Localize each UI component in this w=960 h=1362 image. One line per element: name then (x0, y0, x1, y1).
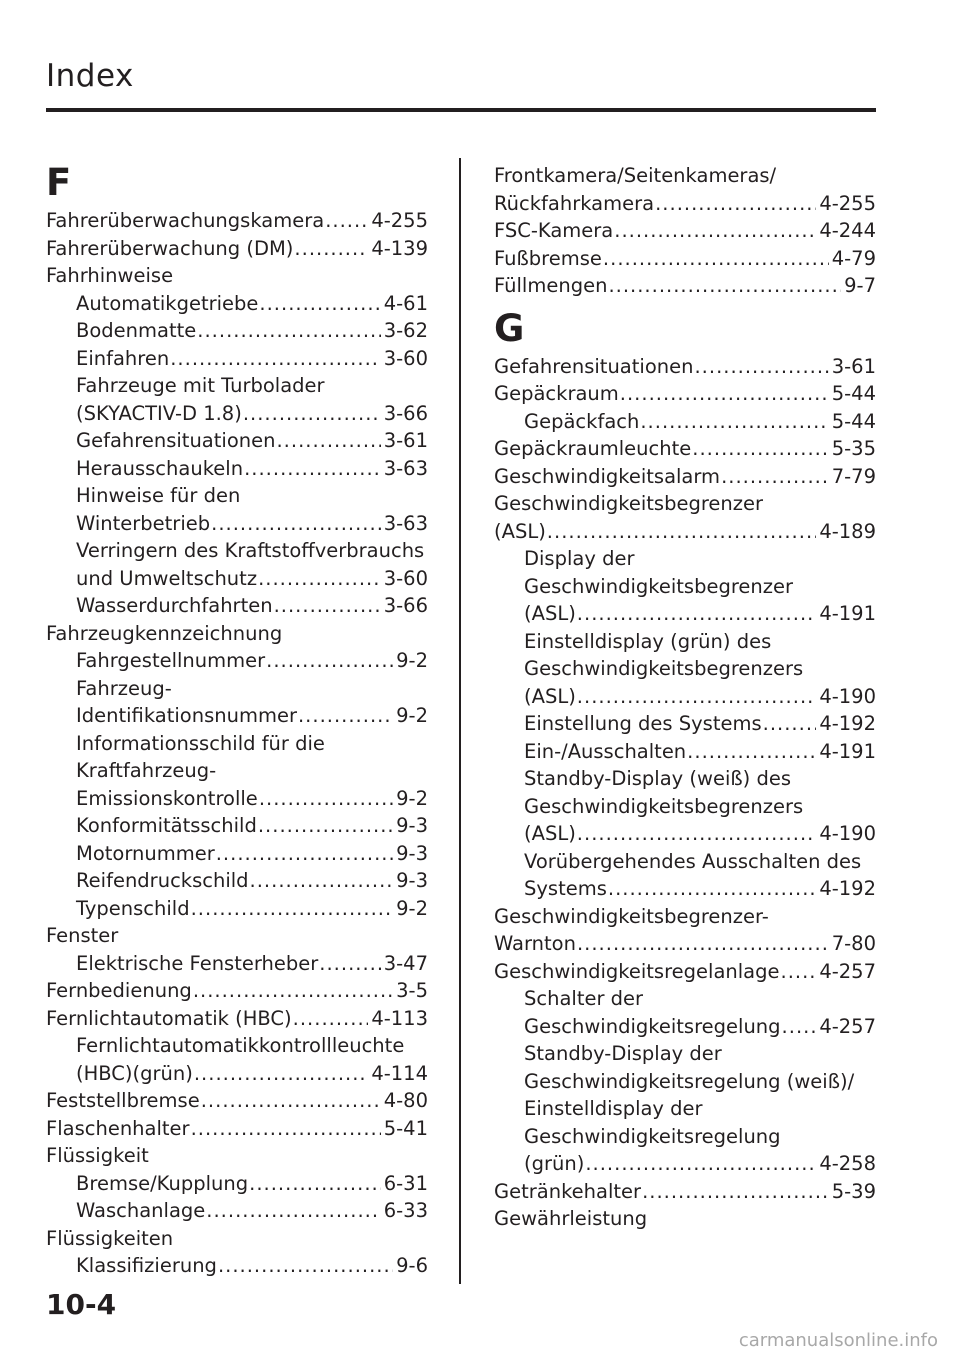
index-entry (494, 190, 876, 218)
index-subentry (494, 628, 876, 656)
entry-page-ref[interactable]: 3-63 (383, 511, 428, 535)
entry-term: und Umweltschutz (76, 566, 258, 590)
section-letter: F (46, 161, 72, 204)
dot-leader (763, 710, 817, 738)
index-subentry (46, 785, 428, 813)
watermark: carmanualsonline.info (738, 1330, 938, 1351)
index-entry (494, 490, 876, 518)
entry-term: Schalter der (524, 987, 644, 1010)
entry-term: Flüssigkeiten (46, 1226, 174, 1250)
entry-page-ref[interactable]: 4-113 (371, 1006, 428, 1030)
entry-term: Fahrzeug- (76, 676, 172, 700)
entry-page-ref[interactable]: 3-63 (383, 456, 428, 480)
entry-term: Feststellbremse (46, 1089, 200, 1112)
index-entry (494, 245, 876, 273)
entry-term: Einfahren (76, 346, 170, 370)
index-subentry (46, 482, 428, 510)
entry-page-ref[interactable]: 9-7 (844, 274, 876, 297)
entry-term: Gepäckfach (524, 409, 640, 433)
page-title: Index (46, 58, 134, 94)
index-subentry (46, 702, 428, 730)
entry-page-ref[interactable]: 4-190 (819, 822, 876, 845)
index-subentry (494, 875, 876, 903)
entry-term: Reifendruckschild (76, 869, 249, 892)
index-entry (46, 1225, 428, 1253)
entry-term: (ASL) (524, 822, 576, 845)
entry-page-ref[interactable]: 4-255 (819, 191, 876, 215)
dot-leader (206, 1197, 380, 1225)
entry-page-ref[interactable]: 3-5 (396, 979, 428, 1002)
entry-page-ref[interactable]: 7-79 (831, 464, 876, 488)
entry-term: Konformitätsschild (76, 814, 257, 837)
index-subentry (494, 545, 876, 573)
index-entry (494, 958, 876, 986)
entry-term: Standby-Display der (524, 1042, 722, 1065)
column-divider (459, 158, 461, 1284)
index-entry (46, 1005, 428, 1033)
dot-leader (170, 345, 381, 373)
entry-term: Geschwindigkeitsbegrenzer (524, 574, 794, 598)
entry-term: Einstelldisplay (grün) des (524, 629, 772, 653)
entry-page-ref[interactable]: 9-2 (396, 704, 428, 727)
entry-term: Vorübergehendes Ausschalten des (524, 849, 862, 873)
index-subentry (46, 1197, 428, 1225)
dot-leader (782, 1013, 817, 1041)
index-subentry (494, 820, 876, 848)
index-subentry (494, 600, 876, 628)
entry-term: Geschwindigkeitsalarm (494, 464, 721, 488)
index-subentry (494, 710, 876, 738)
entry-page-ref[interactable]: 4-189 (819, 519, 876, 543)
dot-leader (191, 1115, 381, 1143)
entry-term: Fahrzeuge mit Turbolader (76, 374, 325, 397)
index-subentry (494, 1123, 876, 1151)
index-entry (46, 922, 428, 950)
index-entry (46, 262, 428, 290)
dot-leader (249, 1170, 381, 1198)
entry-term: Waschanlage (76, 1199, 206, 1222)
dot-leader (244, 455, 381, 483)
dot-leader (325, 207, 368, 235)
entry-page-ref[interactable]: 3-61 (383, 429, 428, 452)
index-entry (494, 903, 876, 931)
entry-term: Informationsschild für die (76, 731, 325, 755)
entry-page-ref[interactable]: 4-257 (819, 959, 876, 983)
dot-leader (259, 785, 393, 813)
index-subentry (494, 1013, 876, 1041)
entry-page-ref[interactable]: 9-6 (396, 1254, 428, 1277)
index-subentry (46, 510, 428, 538)
entry-page-ref[interactable]: 3-60 (383, 566, 428, 590)
dot-leader (216, 840, 393, 868)
entry-page-ref[interactable]: 3-47 (383, 951, 428, 975)
entry-page-ref[interactable]: 4-191 (819, 602, 876, 625)
entry-term: Elektrische Fensterheber (76, 951, 319, 975)
entry-term: Einstelldisplay der (524, 1097, 703, 1120)
entry-term: Fahrgestellnummer (76, 649, 266, 672)
entry-term: Display der (524, 547, 635, 570)
dot-leader (250, 867, 394, 895)
entry-term: Gepäckraum (494, 382, 619, 405)
dot-leader (577, 820, 817, 848)
dot-leader (620, 380, 829, 408)
entry-page-ref[interactable]: 6-31 (383, 1171, 428, 1195)
index-entry (46, 977, 428, 1005)
index-subentry (494, 765, 876, 793)
index-subentry (46, 537, 428, 565)
entry-page-ref[interactable]: 5-35 (831, 437, 876, 460)
index-subentry (46, 345, 428, 373)
entry-page-ref[interactable]: 9-2 (396, 649, 428, 672)
entry-page-ref[interactable]: 5-41 (383, 1116, 428, 1140)
index-entry (494, 272, 876, 300)
index-subentry (46, 427, 428, 455)
index-subentry (46, 290, 428, 318)
index-subentry (46, 1252, 428, 1280)
entry-term: (ASL) (524, 602, 576, 625)
dot-leader (577, 683, 817, 711)
entry-page-ref[interactable]: 9-2 (396, 786, 428, 810)
index-subentry (494, 408, 876, 436)
entry-term: Flüssigkeit (46, 1144, 149, 1167)
dot-leader (547, 518, 817, 546)
index-subentry (494, 655, 876, 683)
entry-page-ref[interactable]: 5-44 (831, 382, 876, 405)
index-subentry (46, 812, 428, 840)
entry-term: Fenster (46, 924, 119, 947)
entry-page-ref[interactable]: 4-191 (819, 739, 876, 763)
dot-leader (243, 400, 381, 428)
dot-leader (721, 463, 829, 491)
entry-page-ref[interactable]: 4-255 (371, 209, 428, 232)
index-entry (494, 463, 876, 491)
dot-leader (211, 510, 381, 538)
entry-term: Geschwindigkeitsregelung (524, 1014, 781, 1038)
dot-leader (642, 1178, 829, 1206)
entry-term: Geschwindigkeitsbegrenzers (524, 657, 804, 680)
entry-term: Gefahrensituationen (76, 429, 276, 452)
index-subentry (494, 683, 876, 711)
entry-term: Gewährleistung (494, 1207, 648, 1230)
dot-leader (194, 1060, 368, 1088)
entry-term: Gefahrensituationen (494, 354, 694, 378)
entry-term: Fahrerüberwachung (DM) (46, 236, 294, 260)
index-subentry (494, 793, 876, 821)
entry-term: Flaschenhalter (46, 1116, 190, 1140)
entry-page-ref[interactable]: 3-66 (383, 594, 428, 617)
dot-leader (274, 592, 381, 620)
section-letter: G (494, 306, 525, 350)
entry-term: Typenschild (76, 896, 190, 920)
entry-page-ref[interactable]: 9-2 (396, 896, 428, 920)
dot-leader (197, 317, 380, 345)
entry-term: Winterbetrieb (76, 511, 211, 535)
dot-leader (781, 958, 817, 986)
entry-page-ref[interactable]: 4-244 (819, 219, 876, 242)
entry-term: Automatikgetriebe (76, 291, 259, 315)
index-entry (46, 1087, 428, 1115)
index-subentry (46, 867, 428, 895)
entry-term: Fahrzeugkennzeichnung (46, 621, 283, 645)
entry-term: Fußbremse (494, 246, 602, 270)
dot-leader (193, 977, 393, 1005)
dot-leader (293, 1005, 369, 1033)
index-column-left (46, 162, 428, 1280)
index-entry (46, 620, 428, 648)
index-entry (46, 1142, 428, 1170)
index-subentry (494, 573, 876, 601)
entry-page-ref[interactable]: 9-3 (396, 841, 428, 865)
entry-page-ref[interactable]: 4-258 (819, 1152, 876, 1175)
index-entry (494, 435, 876, 463)
dot-leader (585, 1150, 816, 1178)
index-entry (494, 217, 876, 245)
index-subentry (46, 400, 428, 428)
index-entry (46, 207, 428, 235)
index-subentry (46, 757, 428, 785)
entry-term: Bremse/Kupplung (76, 1171, 249, 1195)
dot-leader (692, 435, 828, 463)
entry-term: Wasserdurchfahrten (76, 594, 273, 617)
index-entry (494, 162, 876, 190)
index-subentry (46, 372, 428, 400)
index-subentry (494, 848, 876, 876)
entry-page-ref[interactable]: 4-80 (383, 1089, 428, 1112)
entry-page-ref[interactable]: 3-60 (383, 346, 428, 370)
entry-term: Einstellung des Systems (524, 712, 762, 735)
entry-page-ref[interactable]: 6-33 (383, 1199, 428, 1222)
entry-page-ref[interactable]: 5-44 (831, 409, 876, 433)
entry-term: (SKYACTIV-D 1.8) (76, 401, 242, 425)
entry-term: Geschwindigkeitsbegrenzer- (494, 904, 769, 928)
dot-leader (608, 272, 841, 300)
index-subentry (46, 950, 428, 978)
dot-leader (577, 600, 817, 628)
entry-term: (HBC)(grün) (76, 1061, 193, 1085)
index-entry (46, 235, 428, 263)
index-entry (494, 380, 876, 408)
index-subentry (494, 1150, 876, 1178)
entry-term: (ASL) (524, 684, 576, 708)
entry-term: Bodenmatte (76, 319, 197, 342)
entry-page-ref[interactable]: 4-61 (383, 291, 428, 315)
index-entry (494, 353, 876, 381)
dot-leader (694, 353, 828, 381)
index-subentry (494, 1095, 876, 1123)
entry-term: Geschwindigkeitsbegrenzers (524, 794, 804, 818)
entry-page-ref[interactable]: 3-62 (383, 319, 428, 342)
entry-page-ref[interactable]: 3-61 (831, 354, 876, 378)
entry-term: Systems (524, 877, 607, 900)
entry-page-ref[interactable]: 4-190 (819, 684, 876, 708)
index-subentry (46, 840, 428, 868)
dot-leader (614, 217, 816, 245)
index-subentry (46, 1170, 428, 1198)
dot-leader (319, 950, 380, 978)
entry-term: Getränkehalter (494, 1179, 642, 1203)
entry-term: Emissionskontrolle (76, 786, 258, 810)
index-subentry (46, 565, 428, 593)
entry-term: Geschwindigkeitsbegrenzer (494, 492, 764, 515)
entry-page-ref[interactable]: 9-3 (396, 814, 428, 837)
index-subentry (494, 1068, 876, 1096)
entry-term: Identifikationsnummer (76, 704, 297, 727)
dot-leader (655, 190, 816, 218)
entry-term: Herausschaukeln (76, 456, 244, 480)
dot-leader (201, 1087, 381, 1115)
entry-term: Warnton (494, 932, 576, 955)
entry-term: Rückfahrkamera (494, 191, 655, 215)
entry-term: Geschwindigkeitsregelung (524, 1124, 781, 1148)
index-subentry (494, 1040, 876, 1068)
dot-leader (608, 875, 816, 903)
index-subentry (494, 738, 876, 766)
header-rule (46, 108, 876, 112)
index-subentry (46, 675, 428, 703)
index-entry (494, 1205, 876, 1233)
entry-term: Ein-/Ausschalten (524, 739, 687, 763)
dot-leader (640, 408, 828, 436)
entry-term: Fernlichtautomatik (HBC) (46, 1006, 292, 1030)
page-number: 10-4 (46, 1288, 117, 1321)
index-subentry (46, 1032, 428, 1060)
entry-term: Füllmengen (494, 274, 608, 297)
entry-page-ref[interactable]: 3-66 (383, 401, 428, 425)
entry-page-ref[interactable]: 4-139 (371, 236, 428, 260)
entry-page-ref[interactable]: 7-80 (831, 932, 876, 955)
dot-leader (276, 427, 380, 455)
index-subentry (46, 895, 428, 923)
entry-term: Fernbedienung (46, 979, 192, 1002)
entry-page-ref[interactable]: 5-39 (831, 1179, 876, 1203)
entry-term: Standby-Display (weiß) des (524, 767, 791, 790)
dot-leader (191, 895, 394, 923)
index-entry (46, 1115, 428, 1143)
dot-leader (294, 235, 368, 263)
entry-term: Klassifizierung (76, 1254, 217, 1277)
dot-leader (259, 290, 380, 318)
entry-term: Motornummer (76, 841, 215, 865)
dot-leader (218, 1252, 393, 1280)
index-subentry (46, 455, 428, 483)
dot-leader (603, 245, 829, 273)
index-column-right (494, 162, 876, 1233)
index-subentry (46, 592, 428, 620)
entry-term: Fahrerüberwachungskamera (46, 209, 325, 232)
entry-term: Geschwindigkeitsregelung (weiß)/ (524, 1069, 855, 1093)
index-subentry (46, 647, 428, 675)
dot-leader (577, 930, 829, 958)
entry-term: Frontkamera/Seitenkameras/ (494, 164, 777, 187)
entry-page-ref[interactable]: 4-192 (819, 712, 876, 735)
entry-term: Hinweise für den (76, 484, 241, 507)
index-subentry (46, 730, 428, 758)
index-subentry (46, 1060, 428, 1088)
index-subentry (46, 317, 428, 345)
entry-term: (grün) (524, 1152, 585, 1175)
index-entry (494, 1178, 876, 1206)
dot-leader (298, 702, 393, 730)
index-subentry (494, 985, 876, 1013)
entry-page-ref[interactable]: 4-79 (831, 246, 876, 270)
entry-term: Fernlichtautomatikkontrollleuchte (76, 1034, 405, 1057)
entry-term: (ASL) (494, 519, 546, 543)
dot-leader (258, 812, 393, 840)
entry-term: Gepäckraumleuchte (494, 437, 692, 460)
entry-page-ref[interactable]: 4-114 (371, 1061, 428, 1085)
entry-page-ref[interactable]: 4-257 (819, 1014, 876, 1038)
entry-term: Geschwindigkeitsregelanlage (494, 959, 780, 983)
entry-term: FSC-Kamera (494, 219, 614, 242)
entry-term: Fahrhinweise (46, 264, 174, 287)
entry-page-ref[interactable]: 9-3 (396, 869, 428, 892)
index-entry (494, 518, 876, 546)
dot-leader (266, 647, 393, 675)
entry-page-ref[interactable]: 4-192 (819, 877, 876, 900)
entry-term: Verringern des Kraftstoffverbrauchs (76, 539, 425, 562)
entry-term: Kraftfahrzeug- (76, 759, 217, 782)
dot-leader (687, 738, 816, 766)
index-entry (494, 930, 876, 958)
dot-leader (258, 565, 381, 593)
